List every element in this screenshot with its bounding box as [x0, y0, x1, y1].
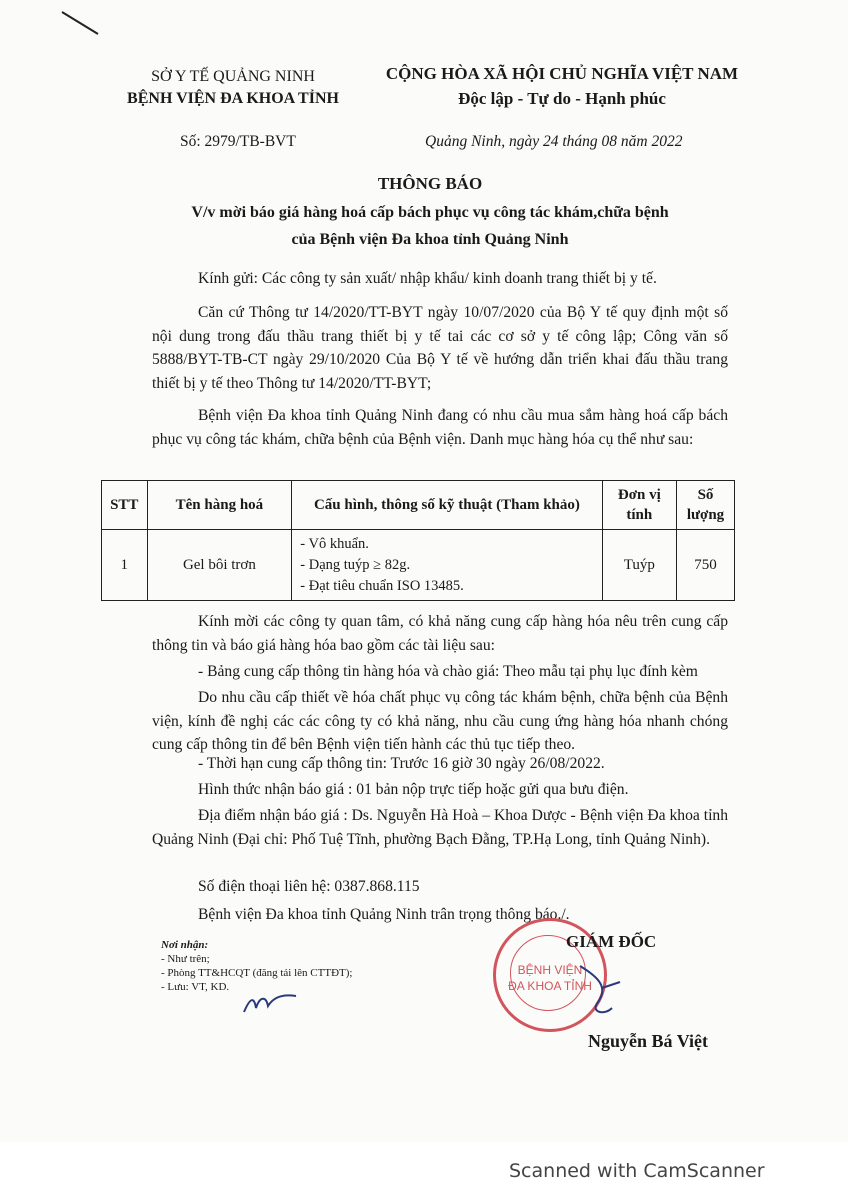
cell-unit: Tuýp: [602, 530, 676, 601]
doc-number: Số: 2979/TB-BVT: [180, 133, 296, 150]
org-header: [118, 66, 348, 110]
col-unit: [602, 481, 676, 530]
col-unit-line2: tính: [626, 507, 653, 523]
recipient-item: - Như trên;: [161, 953, 210, 965]
doc-subtitle-2: của Bệnh viện Đa khoa tỉnh Quảng Ninh: [291, 231, 569, 248]
country-header: [382, 61, 742, 111]
doc-subtitle-1: V/v mời báo giá hàng hoá cấp bách phục vụ công tác khám,chữa bệnh: [191, 204, 669, 221]
col-qty-line2: lượng: [686, 507, 725, 523]
col-spec: Cấu hình, thông số kỹ thuật (Tham khảo): [292, 481, 602, 530]
handwritten-signature: [560, 958, 630, 1022]
initials-scribble: [240, 990, 300, 1016]
col-qty-line1: Số: [697, 487, 714, 503]
org-line1: SỞ Y TẾ QUẢNG NINH: [151, 68, 315, 85]
spec-line1: - Vô khuẩn.: [300, 535, 369, 552]
paragraph-address: Địa điểm nhận báo giá : Ds. Nguyễn Hà Hoà – Khoa Dược - Bệnh viện Đa khoa tỉnh Quảng Ninh (Đại chỉ: Phố Tuệ Tĩnh, phường Bạch Đằng, TP.Hạ Long, tỉnh Quảng Ninh).: [152, 807, 728, 848]
col-qty: [677, 481, 735, 530]
scan-mark: [60, 8, 100, 38]
paragraph-closing: Bệnh viện Đa khoa tỉnh Quảng Ninh trân trọng thông báo./.: [198, 906, 570, 923]
paragraph-need: Bệnh viện Đa khoa tỉnh Quảng Ninh đang có nhu cầu mua sắm hàng hoá cấp bách phục vụ công tác khám, chữa bệnh của Bệnh viện. Danh mục hàng hóa cụ thể như sau:: [152, 407, 728, 448]
country-line2: Độc lập - Tự do - Hạnh phúc: [458, 89, 666, 108]
paragraph-urgency: Do nhu cầu cấp thiết về hóa chất phục vụ công tác khám bệnh, chữa bệnh của Bệnh viện, kính đề nghị các các công ty có khả năng, nhu cầu cung ứng hàng hóa nhanh chóng cung cấp thông tin để bên Bệnh viện tiến hành các thủ tục tiếp theo.: [152, 689, 728, 753]
recipients-block: [161, 938, 352, 994]
paragraph-submission-form: Hình thức nhận báo giá : 01 bản nộp trực tiếp hoặc gửi qua bưu điện.: [198, 781, 629, 798]
paragraph-price-table: - Bảng cung cấp thông tin hàng hóa và chào giá: Theo mẫu tại phụ lục đính kèm: [198, 663, 698, 680]
recipient-item: - Phòng TT&HCQT (đăng tải lên CTTĐT);: [161, 967, 353, 979]
spec-line2: - Dạng tuýp ≥ 82g.: [300, 556, 411, 573]
goods-table: [101, 480, 735, 601]
recipients-label: Nơi nhận:: [161, 939, 209, 951]
doc-title: THÔNG BÁO: [377, 174, 483, 193]
cell-spec: [292, 530, 602, 601]
signer-title: GIÁM ĐỐC: [566, 932, 657, 951]
country-line1: CỘNG HÒA XÃ HỘI CHỦ NGHĨA VIỆT NAM: [385, 64, 739, 83]
paragraph-invitation: Kính mời các công ty quan tâm, có khả năng cung cấp hàng hóa nêu trên cung cấp thông tin và báo giá hàng hóa bao gồm các tài liệu sau:: [152, 613, 728, 654]
cell-stt: 1: [102, 530, 148, 601]
org-line2: BỆNH VIỆN ĐA KHOA TỈNH: [127, 90, 339, 107]
cell-name: Gel bôi trơn: [147, 530, 292, 601]
paragraph-deadline: - Thời hạn cung cấp thông tin: Trước 16 giờ 30 ngày 26/08/2022.: [198, 755, 605, 772]
recipient-item: - Lưu: VT, KD.: [161, 981, 230, 993]
signer-name: Nguyễn Bá Việt: [588, 1031, 709, 1051]
col-stt: STT: [102, 481, 148, 530]
col-unit-line1: Đơn vị: [617, 487, 661, 503]
spec-line3: - Đạt tiêu chuẩn ISO 13485.: [300, 577, 464, 594]
table-row: [102, 530, 735, 601]
stamp-line1: BỆNH VIỆN: [517, 963, 583, 977]
greeting: Kính gửi: Các công ty sản xuất/ nhập khẩu/ kinh doanh trang thiết bị y tế.: [198, 270, 657, 287]
stamp-line2: ĐA KHOA TỈNH: [508, 979, 592, 993]
paragraph-phone: Số điện thoại liên hệ: 0387.868.115: [198, 878, 420, 895]
table-header-row: [102, 481, 735, 530]
paragraph-legal-basis: Căn cứ Thông tư 14/2020/TT-BYT ngày 10/07/2020 của Bộ Y tế quy định một số nội dung trong đấu thầu trang thiết bị y tế tai các cơ sở y tế công lập; Công văn số 5888/BYT-TB-CT ngày 29/10/2020 Của Bộ Y tế về hướng dẫn triển khai đấu thầu trang thiết bị y tế theo Thông tư 14/2020/TT-BYT;: [152, 304, 728, 392]
cell-qty: 750: [677, 530, 735, 601]
scanner-watermark: Scanned with CamScanner: [509, 1160, 765, 1182]
col-name: Tên hàng hoá: [147, 481, 292, 530]
place-date: Quảng Ninh, ngày 24 tháng 08 năm 2022: [425, 133, 683, 150]
